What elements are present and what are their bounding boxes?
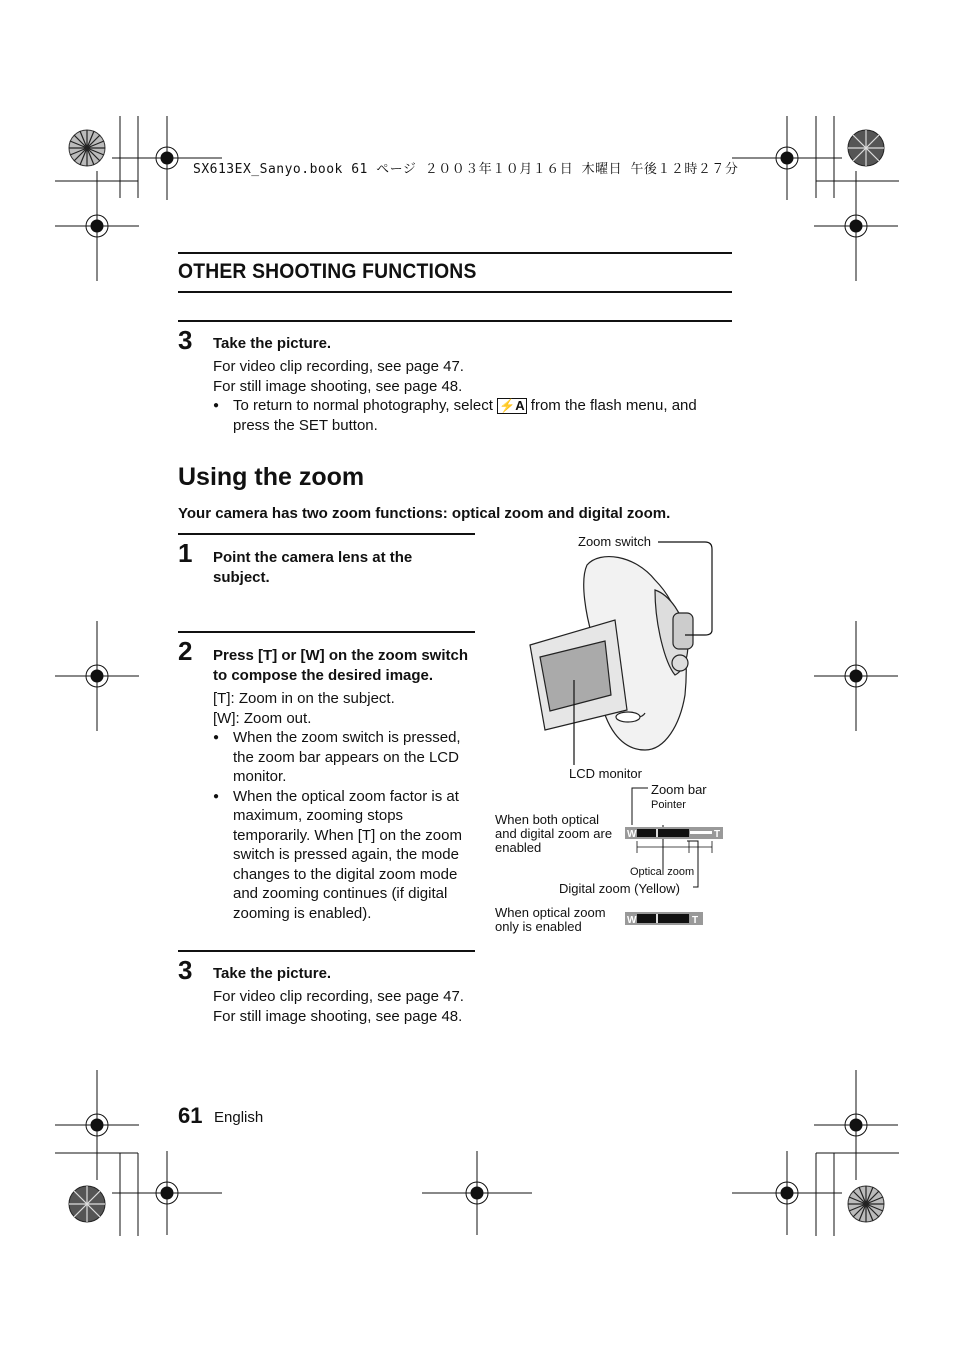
step-number: 2 [178,636,193,666]
step-line: For video clip recording, see page 47. [213,358,464,375]
step-line: For still image shooting, see page 48. [213,1007,463,1025]
optical-zoom-label: Optical zoom [630,866,695,878]
step-rule [178,320,732,322]
flash-auto-icon: ⚡A [499,398,525,413]
zoom-bar-optical-only [624,911,704,927]
page-number: 61 [178,1103,203,1128]
zoom-bar-diagram [620,782,730,895]
both-enabled-label: When both optical and digital zoom are enabled [495,812,613,855]
t-glyph: T [692,915,699,926]
step-number: 3 [178,325,193,355]
step-title: Press [T] or [W] on the zoom switch to compose the desired image. [213,647,469,684]
digital-zoom-label: Digital zoom (Yellow) [559,881,680,896]
step-rule [178,533,475,535]
step-line: [W]: Zoom out. [213,709,312,727]
optical-only-label: When optical zoom only is enabled [495,905,606,934]
step-body [213,987,493,1026]
t-glyph: T [714,829,721,840]
language-label: English [214,1109,264,1126]
w-glyph: W [627,829,637,840]
step-rule [178,631,475,633]
step-title: Take the picture. [213,965,332,982]
zoom-heading: Using the zoom [178,463,365,491]
zoom-intro: Your camera has two zoom functions: optical zoom and digital zoom. [178,505,671,522]
step-line: For still image shooting, see page 48. [213,377,463,395]
lcd-monitor-label: LCD monitor [569,766,642,781]
step-bullet: ● When the zoom switch is pressed, the zoom bar appears on the LCD monitor. [213,728,479,787]
step-line: For video clip recording, see page 47. [213,988,464,1005]
bullet-text: from the flash menu, and press the SET button. [233,397,697,434]
step-body [213,689,479,923]
step-bullet [213,396,733,435]
bullet-text: To return to normal photography, select [233,397,493,414]
step-number: 3 [178,955,193,985]
section-title: OTHER SHOOTING FUNCTIONS [178,260,477,283]
step-title: Point the camera lens at the subject. [213,549,413,586]
zoom-bar-label: Zoom bar [651,782,707,797]
section-rule-top [178,252,732,254]
section-rule-bottom [178,291,732,293]
step-number: 1 [178,538,193,568]
step-bullet: ● When the optical zoom factor is at maximum, zooming stops temporarily. When [T] on the zoom switch is pressed again, the mode changes to the digital zoom mode and zooming continues (if digital zooming is enabled). [213,787,479,924]
step-rule [178,950,475,952]
step-title: Take the picture. [213,335,332,352]
w-glyph: W [627,915,637,926]
step-body [213,357,733,435]
book-header-line: SX613EX_Sanyo.book 61 ページ ２００３年１０月１６日 木曜日 午後１２時２７分 [193,162,739,177]
zoom-switch-label: Zoom switch [578,534,651,549]
callout-lines [560,535,720,775]
step-line: [T]: Zoom in on the subject. [213,690,395,707]
pointer-label: Pointer [651,799,686,811]
